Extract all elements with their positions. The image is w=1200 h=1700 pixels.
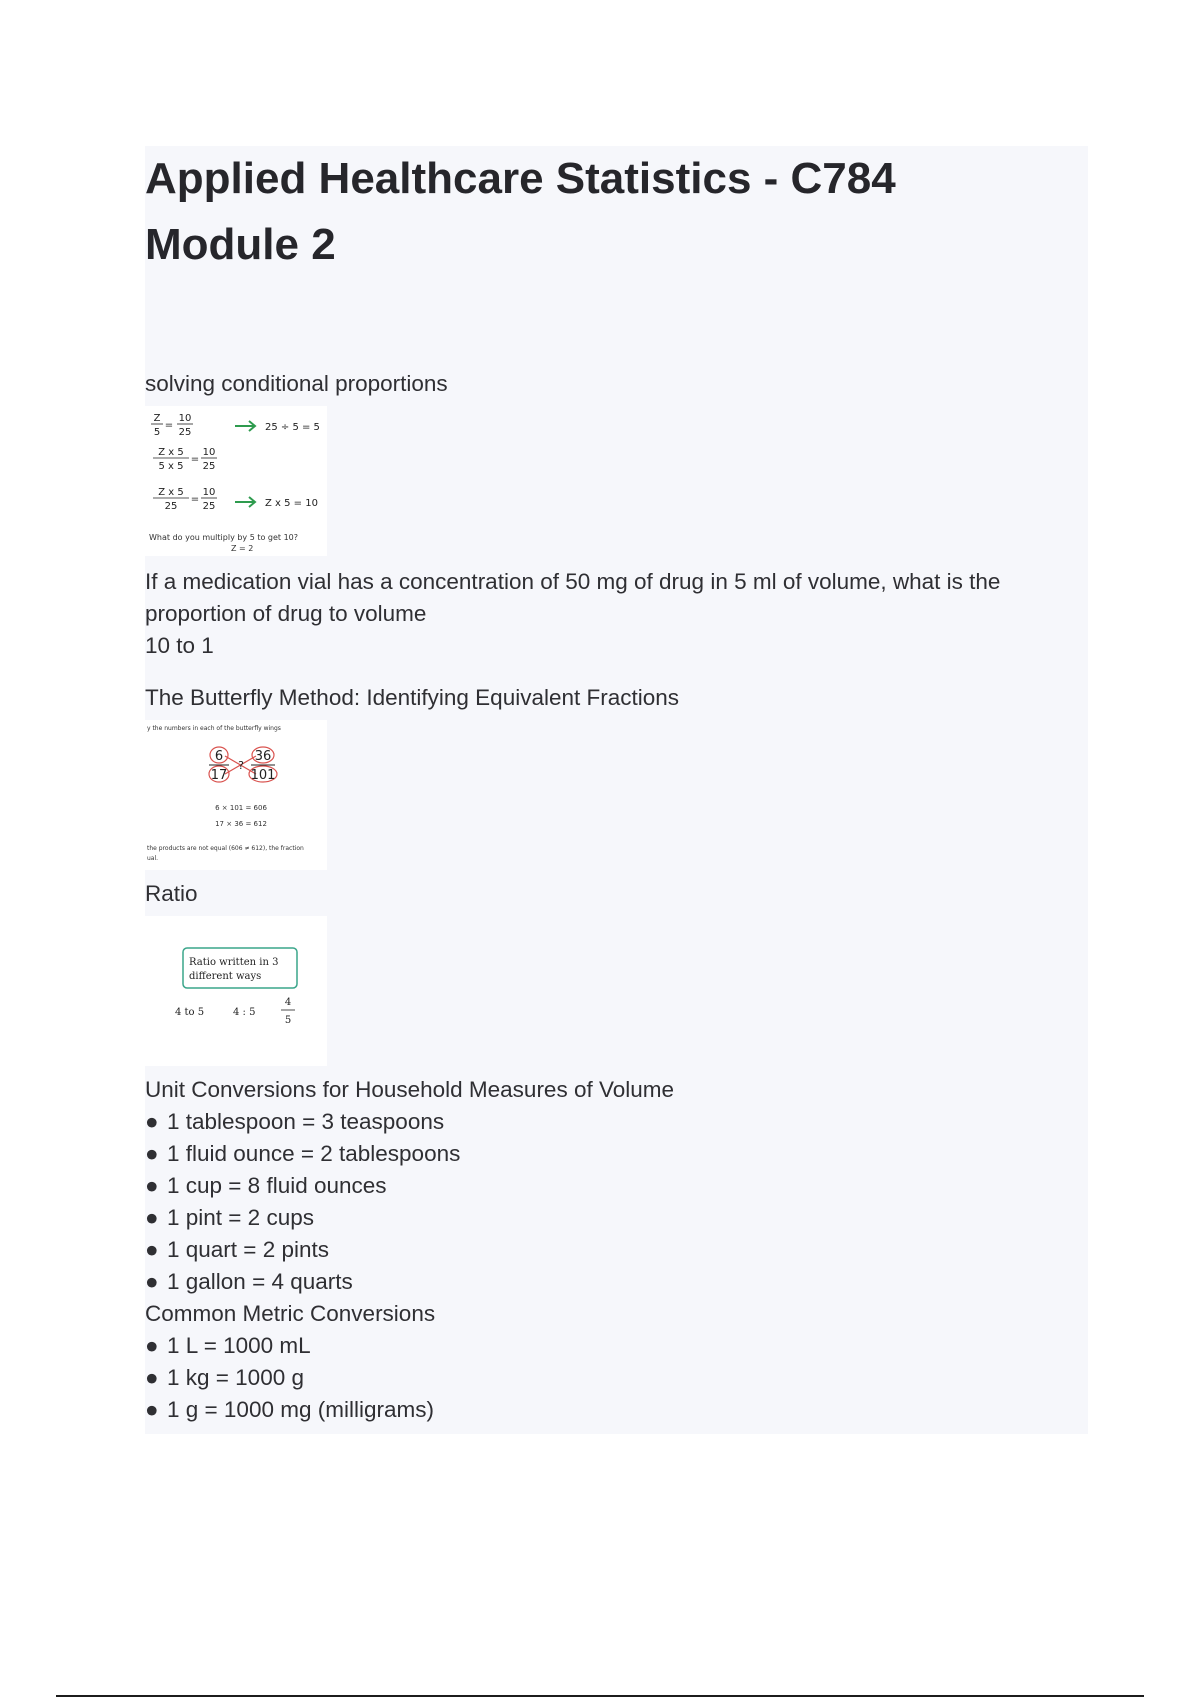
butterfly-caption-bottom-2: ual. — [147, 855, 159, 862]
product-2: 17 × 36 = 612 — [215, 820, 267, 828]
ratio-form-1: 4 to 5 — [175, 1007, 205, 1018]
l3-rhs-den: 25 — [202, 501, 216, 512]
bullet-icon: ● — [145, 1237, 159, 1262]
list-item: ● 1 L = 1000 mL — [145, 1330, 434, 1362]
ratio-box-line2: different ways — [189, 971, 262, 982]
metric-heading: Common Metric Conversions — [145, 1301, 436, 1326]
fraction1-den: 17 — [210, 768, 228, 783]
ratio-callout-box — [183, 948, 297, 988]
bullet-icon: ● — [145, 1397, 159, 1422]
ratio-heading: Ratio — [145, 881, 198, 906]
ratio-box-line1: Ratio written in 3 — [189, 957, 279, 968]
butterfly-caption-top: y the numbers in each of the butterfly wings — [147, 725, 281, 732]
l1-rhs-num: 10 — [178, 413, 192, 424]
l3-rhs-num: 10 — [202, 487, 216, 498]
proportions-figure — [145, 406, 327, 556]
l1-lhs-num: Z — [153, 413, 161, 424]
document-title — [145, 146, 896, 278]
list-item: ● 1 cup = 8 fluid ounces — [145, 1170, 460, 1202]
green-arrow-icon — [235, 421, 255, 431]
svg-text:=: = — [164, 420, 174, 431]
butterfly-heading: The Butterfly Method: Identifying Equivalent Fractions — [145, 685, 680, 710]
l2-rhs-den: 25 — [202, 461, 216, 472]
svg-text:=: = — [190, 454, 200, 465]
ratio-frac-num: 4 — [284, 997, 292, 1008]
list-item: ● 1 pint = 2 cups — [145, 1202, 460, 1234]
product-1: 6 × 101 = 606 — [215, 804, 267, 812]
list-item: ● 1 gallon = 4 quarts — [145, 1266, 460, 1298]
l2-lhs-den: 5 x 5 — [158, 461, 184, 472]
ratio-frac-den: 5 — [284, 1015, 292, 1026]
household-heading: Unit Conversions for Household Measures of Volume — [145, 1077, 675, 1102]
title-line-2: Module 2 — [145, 220, 336, 269]
list-item: ● 1 kg = 1000 g — [145, 1362, 434, 1394]
l1-rhs-den: 25 — [178, 427, 192, 438]
l2-rhs-num: 10 — [202, 447, 216, 458]
list-item: ● 1 g = 1000 mg (milligrams) — [145, 1394, 434, 1426]
svg-text:=: = — [190, 494, 200, 505]
metric-list — [145, 1330, 434, 1426]
bullet-icon: ● — [145, 1365, 159, 1390]
l1-result: 25 ÷ 5 = 5 — [265, 422, 320, 433]
l2-lhs-num: Z x 5 — [158, 447, 184, 458]
l1-lhs-den: 5 — [153, 427, 161, 438]
list-item: ● 1 fluid ounce = 2 tablespoons — [145, 1138, 460, 1170]
green-arrow-icon — [235, 497, 255, 507]
l3-lhs-num: Z x 5 — [158, 487, 184, 498]
list-item: ● 1 tablespoon = 3 teaspoons — [145, 1106, 460, 1138]
bullet-icon: ● — [145, 1205, 159, 1230]
household-list — [145, 1106, 460, 1298]
compare-sign: ? — [238, 759, 244, 772]
bullet-icon: ● — [145, 1173, 159, 1198]
fraction2-num: 36 — [254, 749, 272, 764]
ratio-figure — [145, 916, 327, 1066]
butterfly-caption-bottom-1: the products are not equal (606 ≠ 612), the fraction — [147, 845, 304, 852]
proportions-heading: solving conditional proportions — [145, 371, 448, 396]
title-line-1: Applied Healthcare Statistics - C784 — [145, 154, 896, 203]
ratio-form-2: 4 : 5 — [233, 1007, 256, 1018]
fraction2-den: 101 — [250, 768, 276, 783]
l3-lhs-den: 25 — [164, 501, 178, 512]
question-text: If a medication vial has a concentration of 50 mg of drug in 5 ml of volume, what is the proportion of drug to volume — [145, 569, 1001, 626]
figure-answer: Z = 2 — [231, 544, 254, 553]
footer-rule — [56, 1695, 1144, 1697]
list-item: ● 1 quart = 2 pints — [145, 1234, 460, 1266]
fraction1-num: 6 — [214, 749, 224, 764]
butterfly-figure — [145, 720, 327, 870]
bullet-icon: ● — [145, 1333, 159, 1358]
bullet-icon: ● — [145, 1141, 159, 1166]
bullet-icon: ● — [145, 1269, 159, 1294]
question-answer: 10 to 1 — [145, 633, 214, 658]
bullet-icon: ● — [145, 1109, 159, 1134]
document-page — [145, 146, 1088, 1434]
l3-result: Z x 5 = 10 — [265, 498, 318, 509]
figure-question: What do you multiply by 5 to get 10? — [149, 533, 299, 542]
